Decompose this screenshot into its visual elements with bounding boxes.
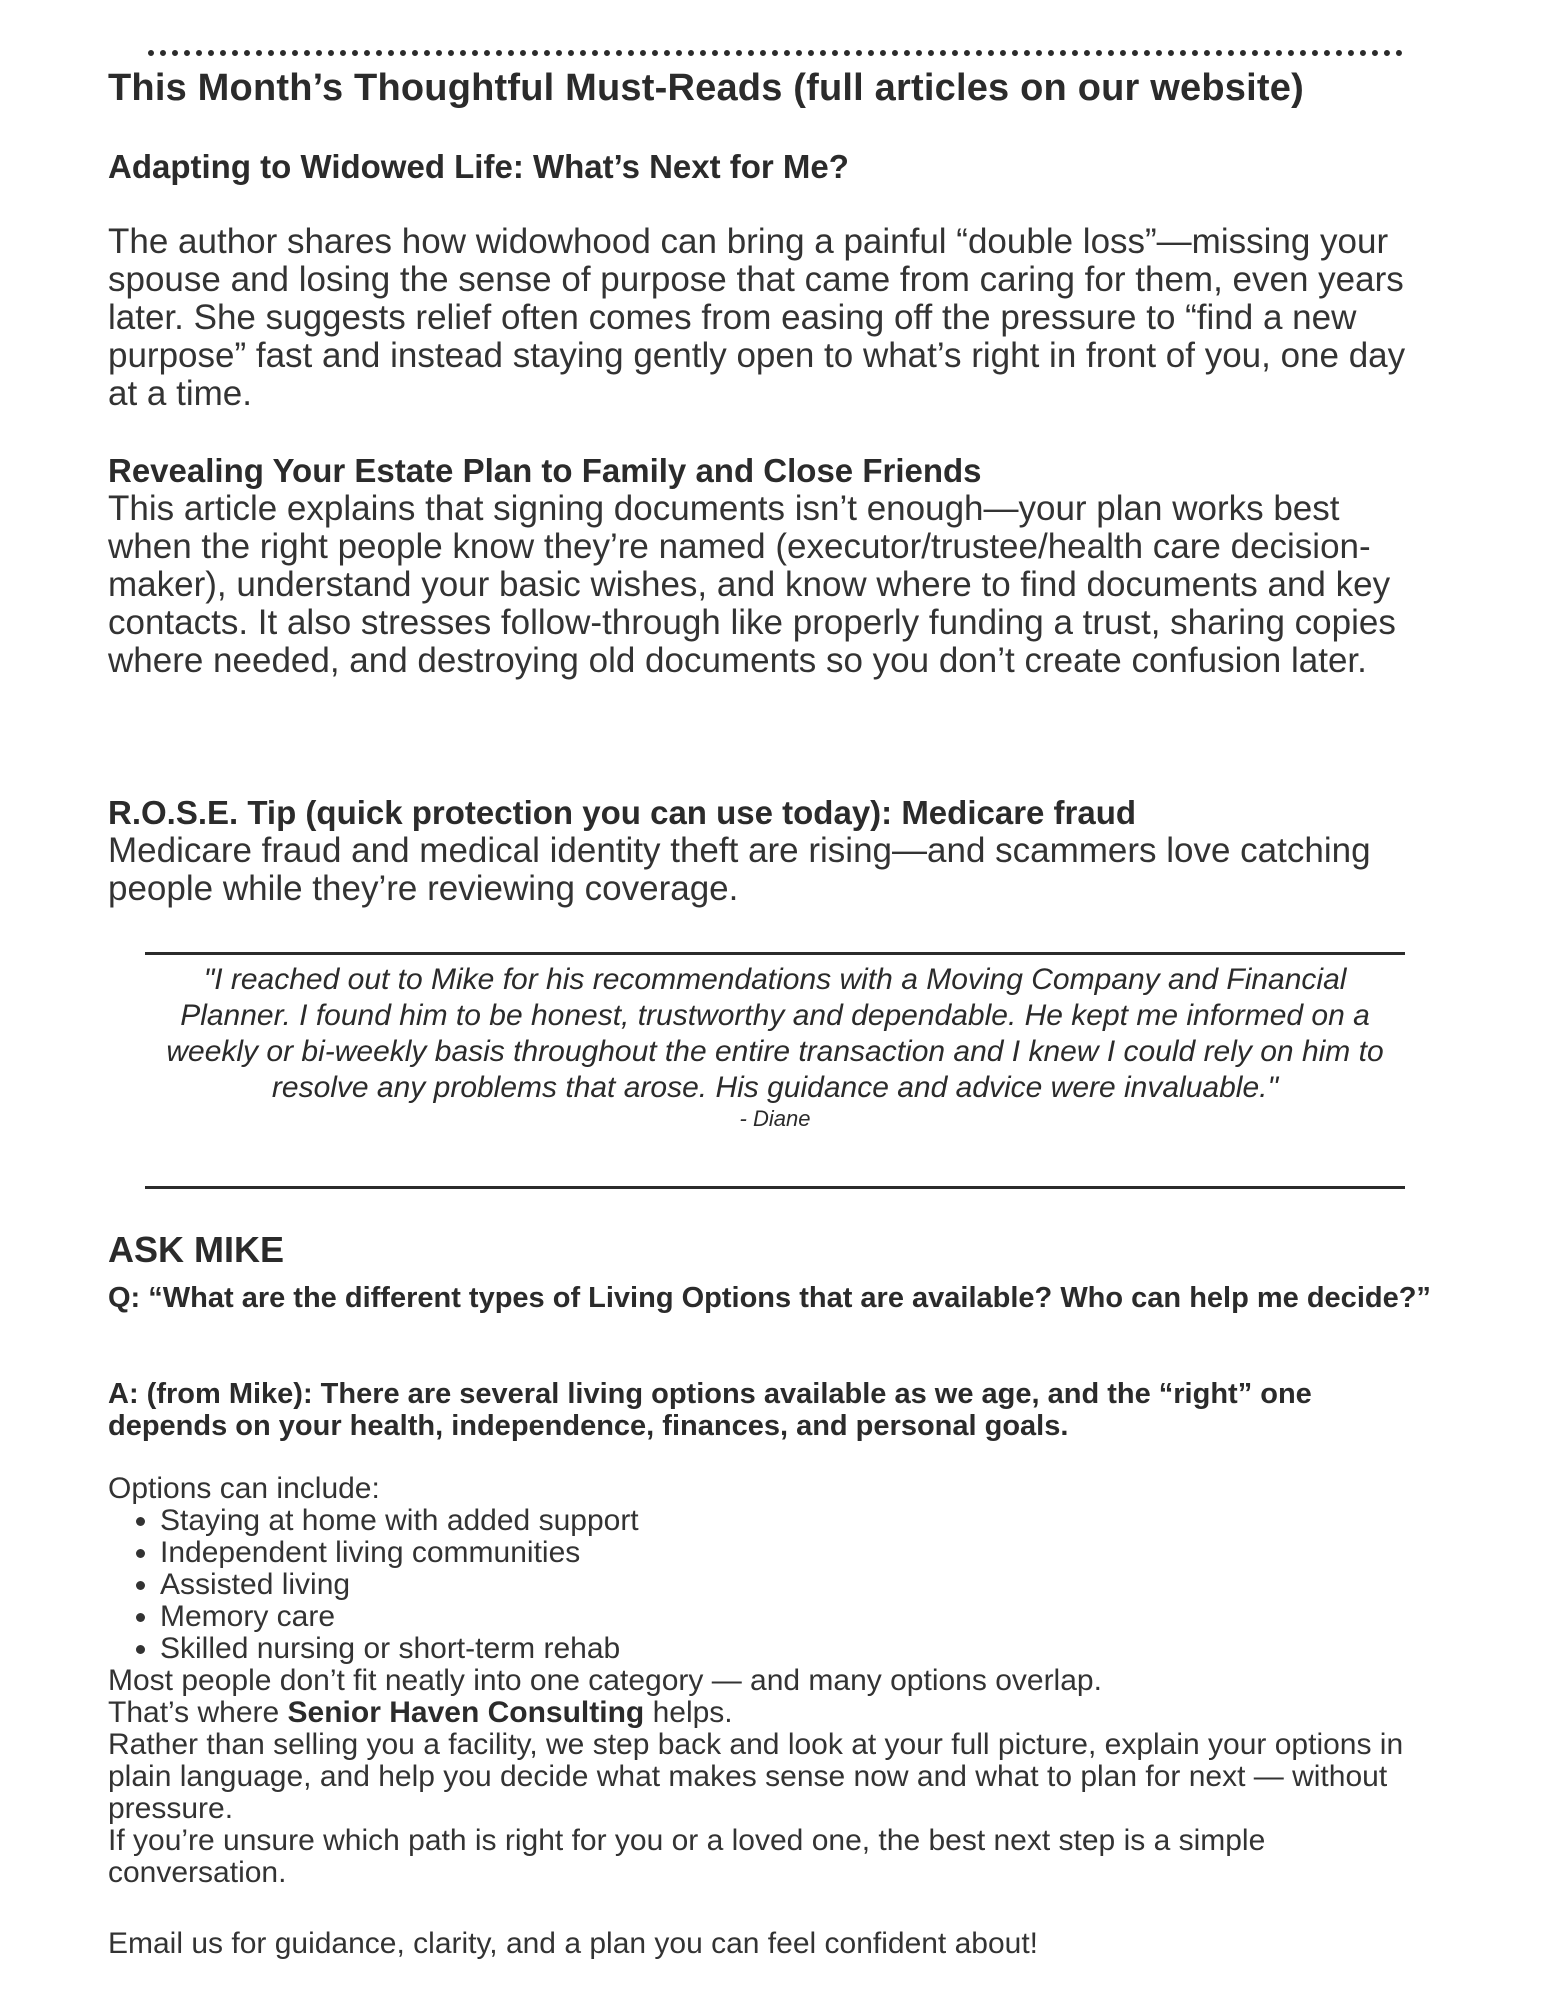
page-title: This Month’s Thoughtful Must-Reads (full articles on our website)	[108, 67, 1304, 109]
testimonial-bottom-rule	[145, 1186, 1405, 1189]
article-summary-estate-plan: This article explains that signing documents isn’t enough—your plan works best when the right people know they’re named (executor/trustee/health care decision-maker), understand your basic wishes, and know where to find documents and key contacts. It also stresses follow-through like properly funding a trust, sharing copies where needed, and destroying old documents so you don’t create confusion later.	[108, 489, 1396, 680]
testimonial-top-rule	[145, 952, 1405, 955]
article-summary-widowed-life: The author shares how widowhood can bring a painful “double loss”—missing your spouse and losing the sense of purpose that came from caring for them, even years later. She suggests relief often comes from easing off the pressure to “find a new purpose” fast and instead staying gently open to what’s right in front of you, one day at a time.	[108, 222, 1406, 413]
overlap-line: Most people don’t fit neatly into one category — and many options overlap.	[108, 1664, 1102, 1697]
list-item: • Assisted living	[160, 1569, 1480, 1601]
article-title-widowed-life: Adapting to Widowed Life: What’s Next for Me?	[108, 148, 849, 185]
list-item: • Independent living communities	[160, 1537, 1480, 1569]
list-item: • Staying at home with added support	[160, 1505, 1480, 1537]
helps-prefix: That’s where	[108, 1696, 288, 1729]
company-name: Senior Haven Consulting	[287, 1696, 645, 1729]
closing-paragraphs	[108, 1665, 1438, 1889]
list-item: • Skilled nursing or short-term rehab	[160, 1633, 1480, 1665]
article-title-estate-plan: Revealing Your Estate Plan to Family and Close Friends	[108, 452, 982, 489]
helps-suffix: helps.	[644, 1696, 733, 1729]
approach-paragraph: Rather than selling you a facility, we step back and look at your full picture, explain your options in plain language, and help you decide what makes sense now and what to plan for next — without pressure.	[108, 1728, 1404, 1825]
testimonial-author: - Diane	[739, 1106, 811, 1131]
testimonial	[145, 962, 1405, 1132]
rose-tip-title: R.O.S.E. Tip (quick protection you can use today): Medicare fraud	[108, 794, 1137, 831]
options-intro: Options can include:	[108, 1472, 380, 1505]
rose-tip-body: Medicare fraud and medical identity theft are rising—and scammers love catching people while they’re reviewing coverage.	[108, 831, 1371, 908]
unsure-line: If you’re unsure which path is right for you or a loved one, the best next step is a simple conversation.	[108, 1824, 1266, 1889]
dotted-divider	[148, 50, 1403, 56]
ask-mike-answer: A: (from Mike): There are several living options available as we age, and the “right” one depends on your health, independence, finances, and personal goals.	[108, 1378, 1312, 1442]
email-cta: Email us for guidance, clarity, and a plan you can feel confident about!	[108, 1927, 1039, 1960]
living-options-list	[108, 1505, 1480, 1665]
list-item: • Memory care	[160, 1601, 1480, 1633]
helps-line	[108, 1697, 1438, 1729]
ask-mike-heading: ASK MIKE	[108, 1229, 285, 1270]
ask-mike-question: Q: “What are the different types of Living Options that are available? Who can help me decide?”	[108, 1282, 1431, 1314]
testimonial-quote: "I reached out to Mike for his recommendations with a Moving Company and Financial Planner. I found him to be honest, trustworthy and dependable. He kept me informed on a weekly or bi-weekly basis throughout the entire transaction and I knew I could rely on him to resolve any problems that arose. His guidance and advice were invaluable."	[166, 963, 1384, 1104]
